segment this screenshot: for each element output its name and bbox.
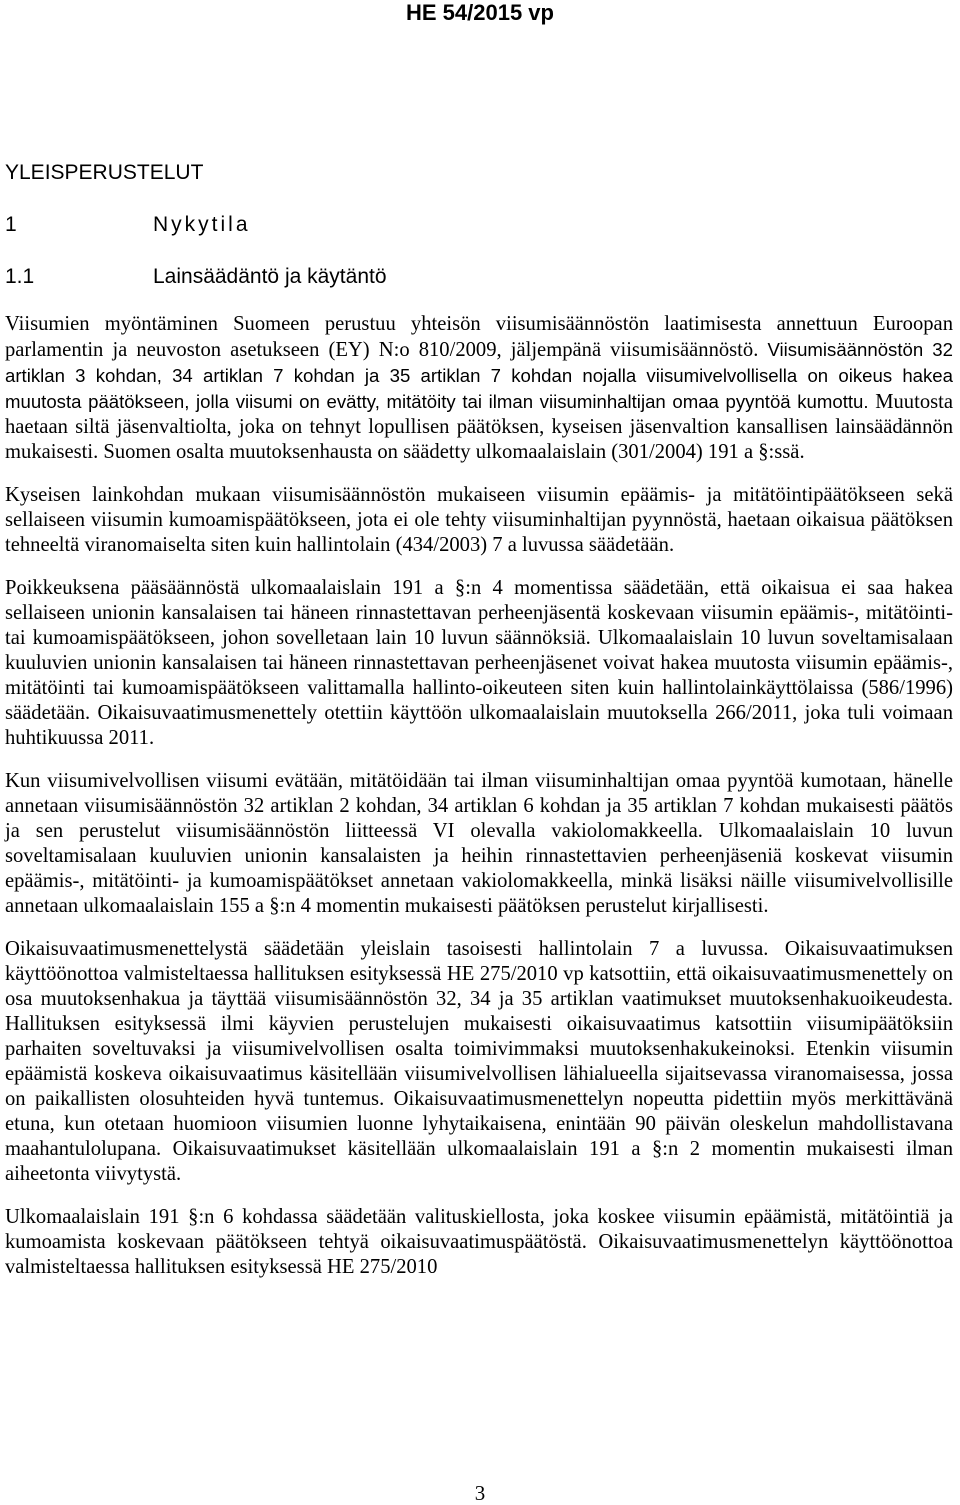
paragraph-1-part-b: Viisumisäännöstön 32 artiklan 3 kohdan, 34 artiklan 7 kohdan ja 35 artiklan 7 kohdan nojalla viisumivelvollisella on oikeus hakea muutosta päätökseen, jolla viisumi on evätty, mitätöity tai ilman viisuminhaltijan omaa pyyntöä kumottu. [5, 339, 953, 412]
paragraph-1-part-c: Muutosta haetaan siltä jäsenvaltiolta, joka on tehnyt lopullisen päätöksen, kyseisen jäsenvaltion kansallisen lainsäädännön mukaisesti. Suomen osalta muutoksenhausta on säädetty ulkomaalaislain (301/2004) 191 a §:ssä. [5, 391, 953, 463]
paragraph-5: Oikaisuvaatimusmenettelystä säädetään yleislain tasoisesti hallintolain 7 a luvussa. Oikaisuvaatimuksen käyttöönottoa valmisteltaessa hallituksen esityksessä HE 275/2010 vp katsottiin, että oikaisuvaatimusmenettely on osa muutoksenhakua ja täyttää viisumisäännöstön 32, 34 ja 35 artiklan vaatimukset muutoksenhakuoikeudesta. Hallituksen esityksessä ilmi käyvien perustelujen mukaisesti oikaisuvaatimus katsottiin viisumipäätöksiin parhaiten soveltuvaksi ja viisumivelvollisen osalta toimivimmaksi muutoksenhakukeinoksi. Etenkin viisumin epäämistä koskeva oikaisuvaatimus käsitellään viisumivelvollisen lähialueella sijaitsevassa viranomaisessa, jossa on paikallisten olosuhteiden hyvä tuntemus. Oikaisuvaatimusmenettelyn nopeutta pidettiin myös merkittävänä etuna, kun otetaan huomioon viisumien luonne lyhytaikaisena, enintään 90 päivän oleskelun mahdollistavana maahantulolupana. Oikaisuvaatimukset käsitellään ulkomaalaislain 191 a §:n 2 momentin mukaisesti ilman aiheetonta viivytystä. [5, 938, 953, 1185]
subsection-number: 1.1 [5, 265, 35, 288]
main-heading: YLEISPERUSTELUT [5, 161, 204, 184]
body-text [5, 312, 953, 1298]
section-number: 1 [5, 213, 17, 236]
paragraph-3: Poikkeuksena pääsäännöstä ulkomaalaislain 191 a §:n 4 momentissa säädetään, että oikaisua ei saa hakea sellaiseen unionin kansalaisen tai häneen rinnastettavan perheenjäsentä koskevaan viisumin epäämis-, mitätöinti- tai kumoamispäätökseen, johon sovelletaan lain 10 luvun säännöksiä. Ulkomaalaislain 10 luvun soveltamisalaan kuuluvien unionin kansalaisen tai häneen rinnastettavan perheenjäsenet voivat hakea muutosta viisumin epäämis-, mitätöinti tai kumoamispäätökseen valittamalla hallinto-oikeuteen siten kuin hallintolainkäyttölaissa (586/1996) säädetään. Oikaisuvaatimusmenettely otettiin käyttöön ulkomaalaislain muutoksella 266/2011, joka tuli voimaan huhtikuussa 2011. [5, 577, 953, 749]
section-heading-1 [5, 212, 251, 238]
section-title: Nykytila [153, 213, 251, 236]
paragraph-2: Kyseisen lainkohdan mukaan viisumisäännöstön mukaiseen viisumin epäämis- ja mitätöintipäätökseen sekä sellaiseen viisumin kumoamispäätökseen, jota ei ole tehty viisuminhaltijan pyynnöstä, haetaan oikaisua päätöksen tehneeltä viranomaiselta siten kuin hallintolain (434/2003) 7 a luvussa säädetään. [5, 484, 953, 556]
paragraph-1-part-a: Viisumien myöntäminen Suomeen perustuu yhteisön viisumisäännöstön laatimisesta annettuun Euroopan parlamentin ja neuvoston asetukseen (EY) N:o 810/2009, jäljempänä viisumisäännöstö. [5, 313, 953, 361]
paragraph-4: Kun viisumivelvollisen viisumi evätään, mitätöidään tai ilman viisuminhaltijan omaa pyyntöä kumotaan, hänelle annetaan viisumisäännöstön 32 artiklan 2 kohdan, 34 artiklan 6 kohdan ja 35 artiklan 7 kohdan mukaisesti päätös ja sen perustelut viisumisäännöstön liitteessä VI olevalla vakiolomakkeella. Ulkomaalaislain 10 luvun soveltamisalaan kuuluvien unionin kansalaisten ja heihin rinnastettavien perheenjäseniä koskevat viisumin epäämis-, mitätöinti- ja kumoamispäätökset annetaan vakiolomakkeella, minkä lisäksi näille viisumivelvollisille annetaan ulkomaalaislain 155 a §:n 4 momentin mukaisesti päätöksen perustelut kirjallisesti. [5, 770, 953, 917]
subsection-title: Lainsäädäntö ja käytäntö [153, 265, 387, 288]
paragraph-1 [5, 312, 953, 465]
subsection-heading-1-1 [5, 264, 387, 290]
document-id: HE 54/2015 vp [406, 0, 554, 25]
paragraph-6: Ulkomaalaislain 191 §:n 6 kohdassa säädetään valituskiellosta, joka koskee viisumin epäämistä, mitätöintiä ja kumoamista koskevaan päätökseen tehtyä oikaisuvaatimuspäätöstä. Oikaisuvaatimusmenettelyn käyttöönottoa valmisteltaessa hallituksen esityksessä HE 275/2010 [5, 1206, 953, 1278]
page-number: 3 [474, 1481, 486, 1505]
